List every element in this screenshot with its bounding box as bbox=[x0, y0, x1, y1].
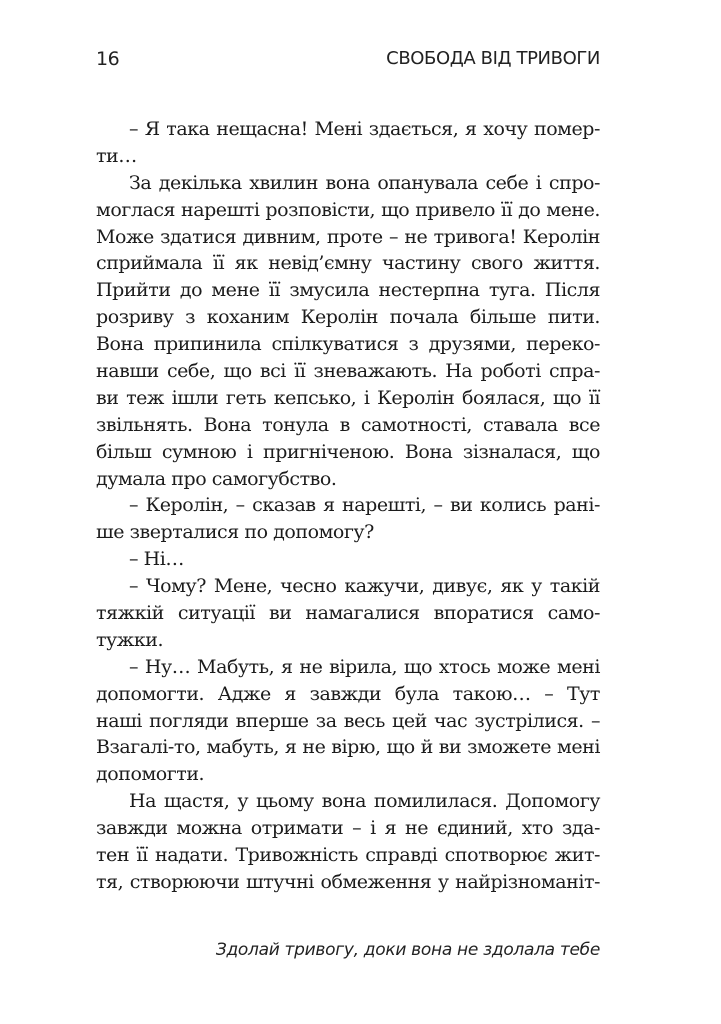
text-line: тяжкій ситуації ви намагалися впоратися само- bbox=[96, 602, 600, 625]
text-line: допомогти. bbox=[96, 763, 205, 786]
body-text bbox=[96, 116, 600, 896]
text-line: тен її надати. Тривожність справді спотворює жит- bbox=[96, 844, 600, 867]
text-line: Взагалі-то, мабуть, я не вірю, що й ви зможете мені bbox=[96, 736, 600, 759]
text-line: ше зверталися по допомогу? bbox=[96, 521, 374, 544]
text-line: – Чому? Мене, чесно кажучи, дивує, як у такій bbox=[129, 575, 600, 598]
text-line: ви теж ішли геть кепсько, і Керолін боялася, що її bbox=[96, 386, 600, 409]
text-line: більш сумною і пригніченою. Вона зізналася, що bbox=[96, 440, 600, 463]
text-line: – Ну… Мабуть, я не вірила, що хтось може мені bbox=[129, 655, 600, 678]
text-line: допомогти. Адже я завжди була такою… – Тут bbox=[96, 682, 600, 705]
page-number: 16 bbox=[96, 48, 120, 70]
text-line: розриву з коханим Керолін почала більше пити. bbox=[96, 306, 600, 329]
text-line: – Я така нещасна! Мені здається, я хочу помер- bbox=[129, 118, 600, 140]
text-line: Може здатися дивним, проте – не тривога! Керолін bbox=[96, 225, 600, 248]
text-line: тя, створюючи штучні обмеження у найрізноманіт- bbox=[96, 870, 600, 893]
text-line: тужки. bbox=[96, 628, 164, 651]
text-line: Вона припинила спілкуватися з друзями, переко- bbox=[96, 333, 600, 356]
text-line: наші погляди вперше за весь цей час зустрілися. – bbox=[96, 709, 600, 732]
text-line: моглася нарешті розповісти, що привело її до мене. bbox=[96, 198, 600, 221]
text-line: сприймала її як невід’ємну частину свого життя. bbox=[96, 252, 600, 275]
page-footer-book-title: Здолай тривогу, доки вона не здолала тебе bbox=[215, 940, 600, 960]
text-line: завжди можна отримати – і я не єдиний, хто зда- bbox=[96, 817, 600, 840]
text-line: На щастя, у цьому вона помилилася. Допомогу bbox=[129, 790, 600, 813]
text-line: думала про самогубство. bbox=[96, 467, 337, 490]
running-title: СВОБОДА ВІД ТРИВОГИ bbox=[386, 48, 600, 69]
page-header bbox=[96, 48, 600, 78]
text-line: ти… bbox=[96, 144, 137, 167]
text-line: За декілька хвилин вона опанувала себе і спро- bbox=[129, 171, 600, 194]
text-line: – Ні… bbox=[129, 548, 184, 571]
text-line: звільнять. Вона тонула в самотності, ставала все bbox=[96, 413, 600, 436]
text-line: навши себе, що всі її зневажають. На роботі спра- bbox=[96, 360, 600, 383]
text-line: Прийти до мене її змусила нестерпна туга. Після bbox=[96, 279, 600, 302]
text-line: – Керолін, – сказав я нарешті, – ви колись рані- bbox=[129, 494, 600, 517]
